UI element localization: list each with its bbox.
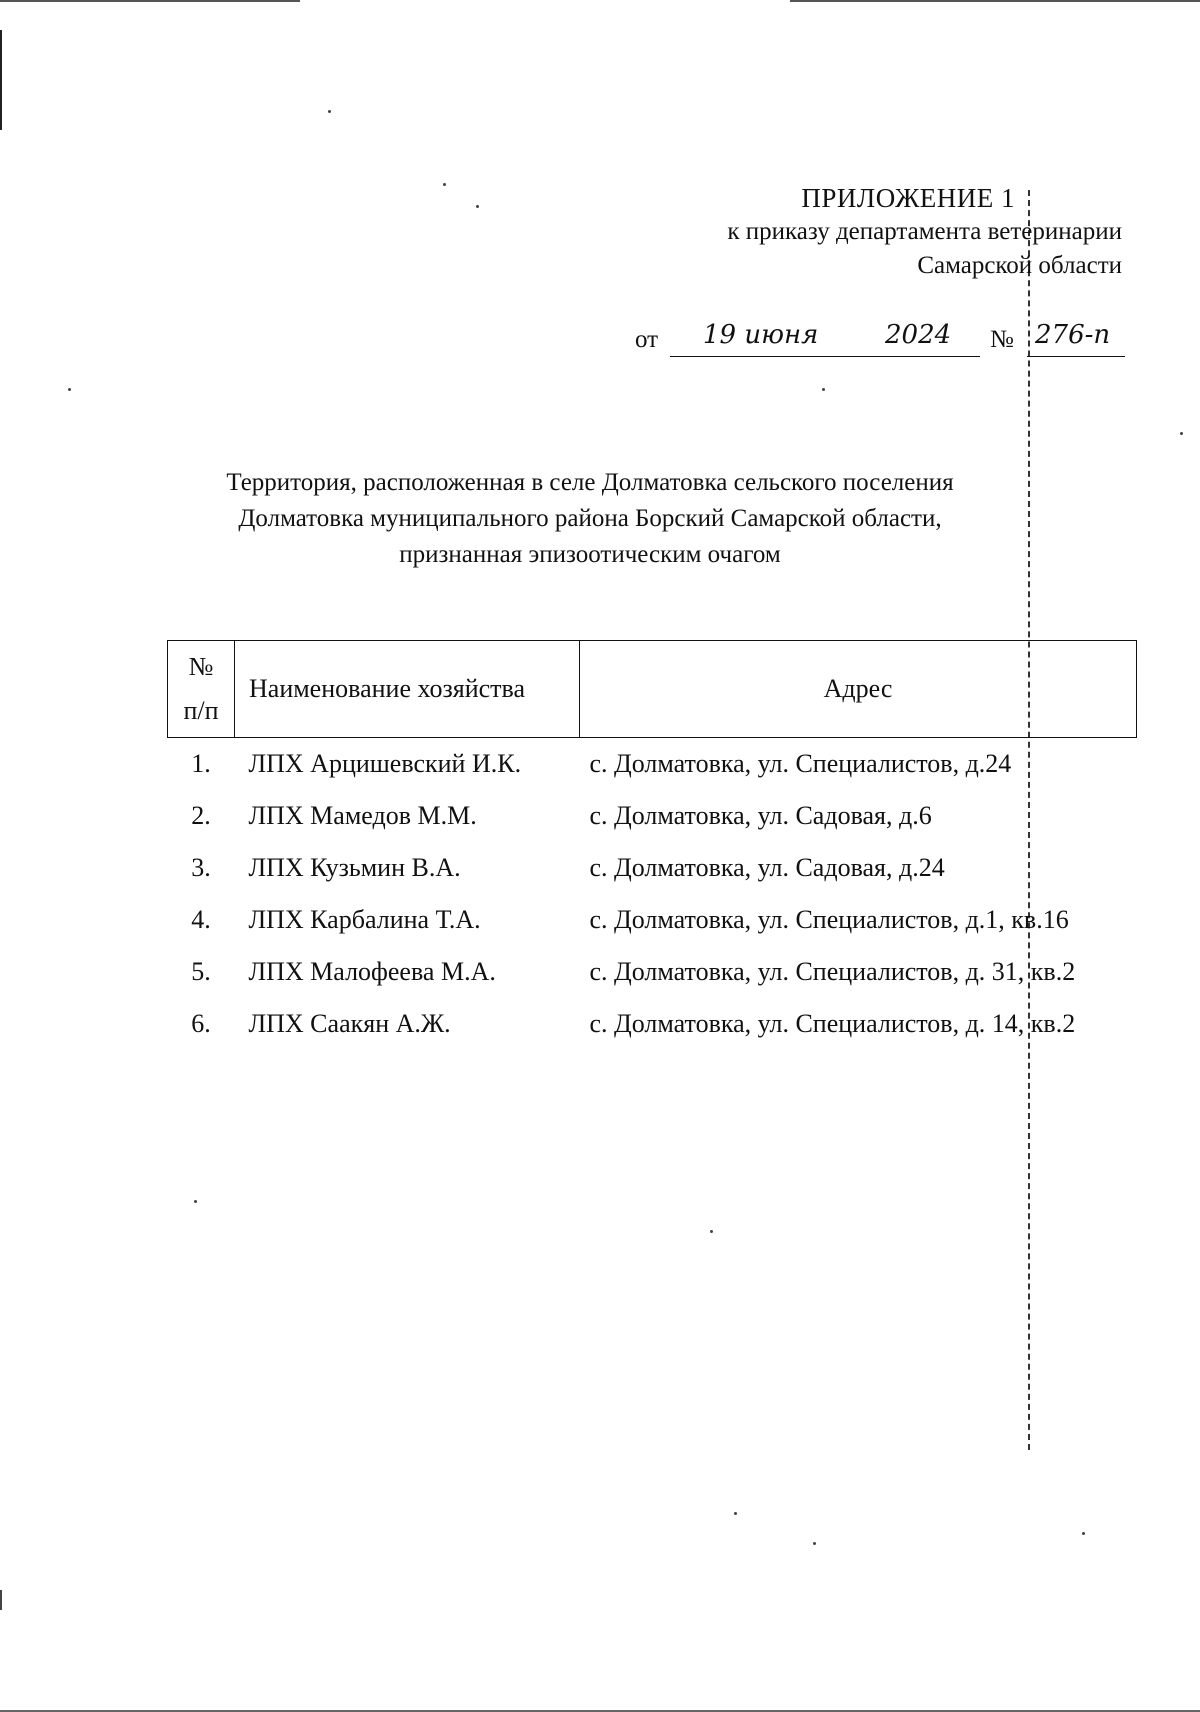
column-header-number-sign: № [188, 652, 214, 681]
row-address: с. Долматовка, ул. Специалистов, д.1, кв.16 [589, 905, 1069, 934]
scan-speck [68, 388, 71, 391]
document-title-line: Долматовка муниципального района Борский Самарской области, [238, 505, 942, 532]
scan-edge-top [0, 0, 300, 2]
order-date-number [635, 320, 1125, 360]
scan-speck [734, 1512, 737, 1515]
appendix-title: ПРИЛОЖЕНИЕ 1 [801, 183, 1015, 213]
row-address: с. Долматовка, ул. Садовая, д.24 [589, 853, 945, 882]
row-number: 3. [191, 853, 211, 882]
table-row [168, 998, 1137, 1050]
column-header-number [168, 641, 235, 738]
scan-speck [476, 205, 479, 208]
column-header-address: Адрес [580, 641, 1137, 738]
row-address: с. Долматовка, ул. Специалистов, д. 14, кв.2 [589, 1009, 1076, 1038]
row-number: 5. [191, 957, 211, 986]
table-header-row [168, 641, 1137, 738]
row-number: 4. [191, 905, 211, 934]
scan-speck [443, 183, 446, 186]
scan-edge-left-lower [0, 1590, 2, 1610]
table-row [168, 894, 1137, 946]
scan-speck [194, 1200, 197, 1203]
order-date-underline [670, 356, 980, 357]
scan-speck [1180, 432, 1183, 435]
order-date-day: 19 июня [703, 320, 819, 350]
row-number: 6. [191, 1009, 211, 1038]
households-table [167, 640, 1137, 1050]
order-date-prefix: от [635, 326, 659, 353]
scan-speck [1082, 1532, 1085, 1535]
row-household-name: ЛПХ Мамедов М.М. [248, 801, 477, 830]
table-row [168, 790, 1137, 842]
table-row [168, 738, 1137, 791]
row-household-name: ЛПХ Карбалина Т.А. [248, 905, 481, 934]
appendix-region: Самарской области [917, 252, 1122, 279]
row-number: 1. [191, 749, 211, 778]
scan-edge-left [0, 30, 2, 130]
document-title-line: Территория, расположенная в селе Долматовка сельского поселения [226, 469, 954, 496]
document-title-line: признанная эпизоотическим очагом [399, 541, 781, 568]
row-address: с. Долматовка, ул. Специалистов, д.24 [589, 749, 1012, 778]
order-number-underline [1027, 356, 1125, 357]
order-number-sign: № [990, 326, 1014, 353]
row-household-name: ЛПХ Арцишевский И.К. [248, 749, 522, 778]
table-row [168, 946, 1137, 998]
row-household-name: ЛПХ Саакян А.Ж. [248, 1009, 451, 1038]
row-address: с. Долматовка, ул. Садовая, д.6 [589, 801, 932, 830]
scan-edge-top-right [790, 0, 1200, 2]
row-household-name: ЛПХ Малофеева М.А. [248, 957, 496, 986]
table-row [168, 842, 1137, 894]
appendix-order-reference: к приказу департамента ветеринарии [727, 218, 1122, 245]
order-number: 276-п [1035, 320, 1111, 350]
scan-speck [328, 110, 331, 113]
row-household-name: ЛПХ Кузьмин В.А. [248, 853, 461, 882]
row-number: 2. [191, 801, 211, 830]
order-date-year: 2024 [885, 320, 952, 350]
column-header-number-pp: п/п [183, 696, 219, 725]
column-header-name: Наименование хозяйства [235, 641, 580, 738]
scan-speck [822, 388, 825, 391]
scan-speck [813, 1542, 816, 1545]
scan-speck [710, 1230, 713, 1233]
document-title [180, 465, 1000, 573]
row-address: с. Долматовка, ул. Специалистов, д. 31, кв.2 [589, 957, 1076, 986]
